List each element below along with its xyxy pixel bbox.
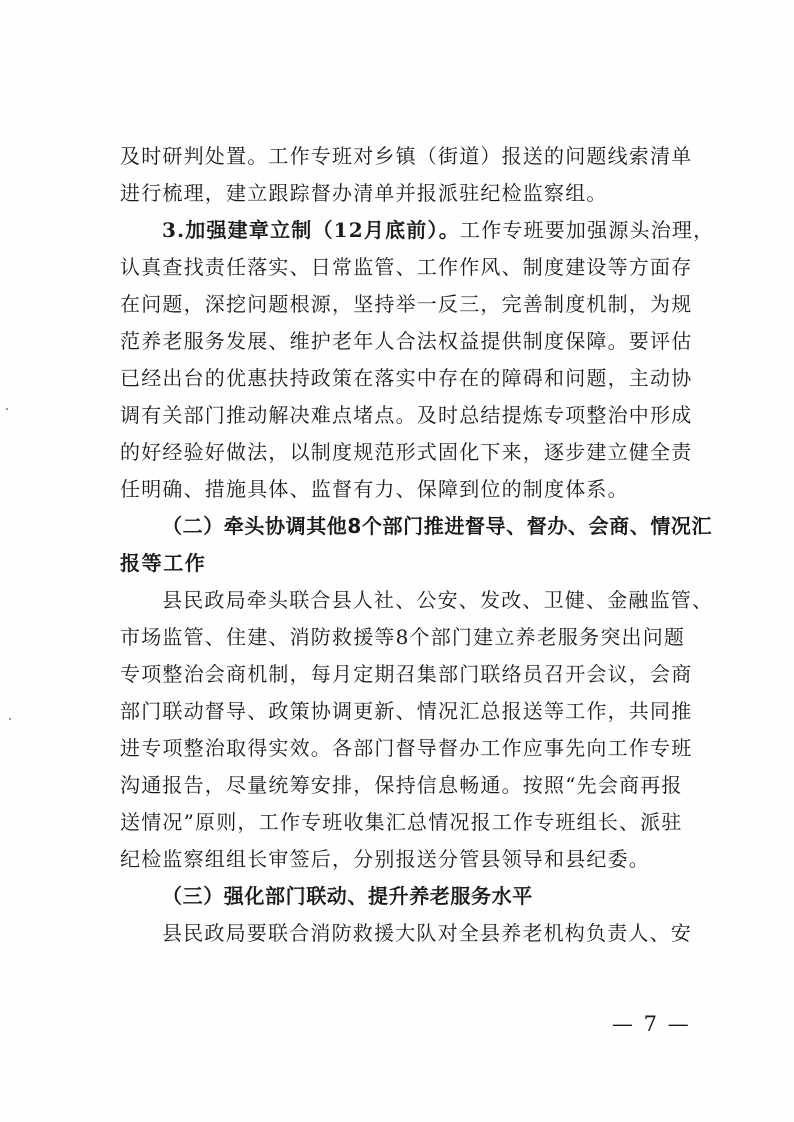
page-number: — 7 — <box>612 1012 691 1036</box>
item-3-title: 3.加强建章立制（12月底前）。 <box>162 218 460 242</box>
section-heading-2-continued: 报等工作 <box>120 551 207 575</box>
scan-speck <box>9 718 11 720</box>
text-line: 及时研判处置。工作专班对乡镇（街道）报送的问题线索清单 <box>120 144 693 168</box>
text-line: 纪检监察组组长审签后，分别报送分管县领导和县纪委。 <box>120 847 650 871</box>
text-line: 市场监管、住建、消防救援等8个部门建立养老服务突出问题 <box>120 625 686 649</box>
section-heading-2: （二）牵头协调其他8个部门推进督导、督办、会商、情况汇 <box>162 514 713 538</box>
text-line: 县民政局牵头联合县人社、公安、发改、卫健、金融监管、 <box>162 588 714 612</box>
item-3-text: 工作专班要加强源头治理， <box>459 218 715 242</box>
scan-speck <box>6 408 8 410</box>
text-line: 任明确、措施具体、监督有力、保障到位的制度体系。 <box>120 477 629 501</box>
text-line: 已经出台的优惠扶持政策在落实中存在的障碍和问题，主动协 <box>120 366 693 390</box>
text-line: 专项整治会商机制，每月定期召集部门联络员召开会议，会商 <box>120 662 693 686</box>
document-body <box>120 138 715 952</box>
text-line: 进行梳理，建立跟踪督办清单并报派驻纪检监察组。 <box>120 181 608 205</box>
item-3-paragraph-start <box>120 212 715 249</box>
text-line: 进专项整治取得实效。各部门督导督办工作应事先向工作专班 <box>120 736 693 760</box>
text-line: 部门联动督导、政策协调更新、情况汇总报送等工作，共同推 <box>120 699 693 723</box>
text-line: 的好经验好做法，以制度规范形式固化下来，逐步建立健全责 <box>120 440 693 464</box>
text-line: 县民政局要联合消防救援大队对全县养老机构负责人、安 <box>162 921 692 945</box>
text-line: 认真查找责任落实、日常监管、工作作风、制度建设等方面存 <box>120 255 693 279</box>
section-heading-3: （三）强化部门联动、提升养老服务水平 <box>162 884 533 908</box>
text-line: 沟通报告，尽量统筹安排，保持信息畅通。按照“先会商再报 <box>120 773 683 797</box>
text-line: 范养老服务发展、维护老年人合法权益提供制度保障。要评估 <box>120 329 693 353</box>
text-line: 调有关部门推动解决难点堵点。及时总结提炼专项整治中形成 <box>120 403 693 427</box>
text-line: 在问题，深挖问题根源，坚持举一反三，完善制度机制，为规 <box>120 292 693 316</box>
text-line: 送情况”原则，工作专班收集汇总情况报工作专班组长、派驻 <box>120 810 683 834</box>
